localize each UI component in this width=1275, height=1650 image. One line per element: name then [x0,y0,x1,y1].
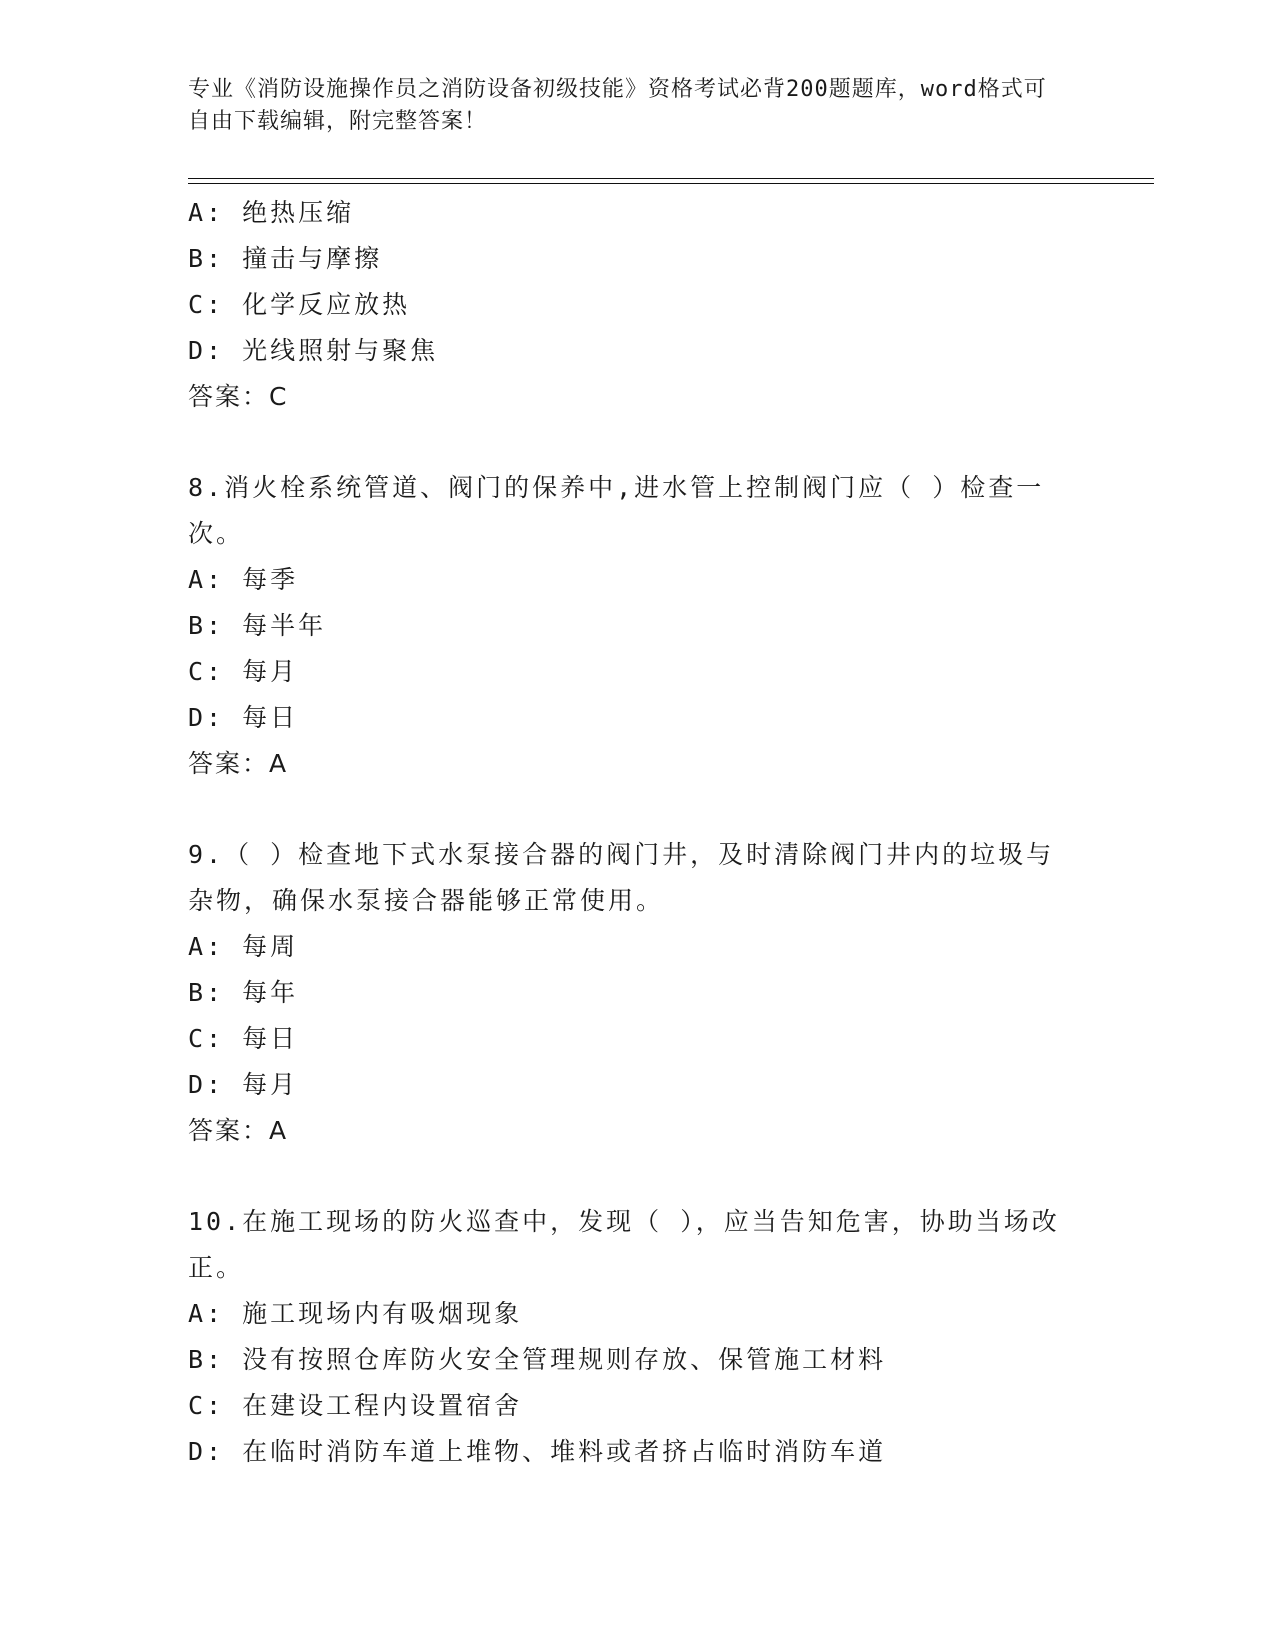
question-text: 8.消火栓系统管道、阀门的保养中,进水管上控制阀门应（ ）检查一次。 [188,473,1045,548]
question-text: 9.（ ）检查地下式水泵接合器的阀门井，及时清除阀门井内的垃圾与杂物，确保水泵接合器能够正常使用。 [188,840,1055,915]
option-c: C: 化学反应放热 [188,290,411,319]
option-b: B: 没有按照仓库防火安全管理规则存放、保管施工材料 [188,1345,887,1374]
question-block-9 [188,832,1088,1154]
question-block-8 [188,465,1088,787]
option-c: C: 每月 [188,657,299,686]
question-text: 10.在施工现场的防火巡查中，发现（ ），应当告知危害，协助当场改正。 [188,1207,1060,1282]
option-b: B: 每年 [188,978,299,1007]
question-list [188,190,1088,1475]
answer-line: 答案：A [188,749,289,778]
option-a: A: 施工现场内有吸烟现象 [188,1299,523,1328]
option-c: C: 每日 [188,1024,299,1053]
option-a: A: 每周 [188,932,299,961]
question-block-10 [188,1199,1088,1475]
option-d: D: 每日 [188,703,299,732]
option-b: B: 撞击与摩擦 [188,244,383,273]
option-c: C: 在建设工程内设置宿舍 [188,1391,523,1420]
option-d: D: 在临时消防车道上堆物、堆料或者挤占临时消防车道 [188,1437,887,1466]
option-a: A: 每季 [188,565,299,594]
answer-line: 答案：C [188,382,289,411]
document-header: 专业《消防设施操作员之消防设备初级技能》资格考试必背200题题库，word格式可自由下载编辑，附完整答案！ [188,77,1047,134]
option-b: B: 每半年 [188,611,327,640]
option-d: D: 光线照射与聚焦 [188,336,439,365]
question-block-continued [188,190,1088,420]
option-a: A: 绝热压缩 [188,198,355,227]
answer-line: 答案：A [188,1116,289,1145]
header-rule-top [188,178,1154,179]
header-rule-bottom [188,183,1154,184]
option-d: D: 每月 [188,1070,299,1099]
